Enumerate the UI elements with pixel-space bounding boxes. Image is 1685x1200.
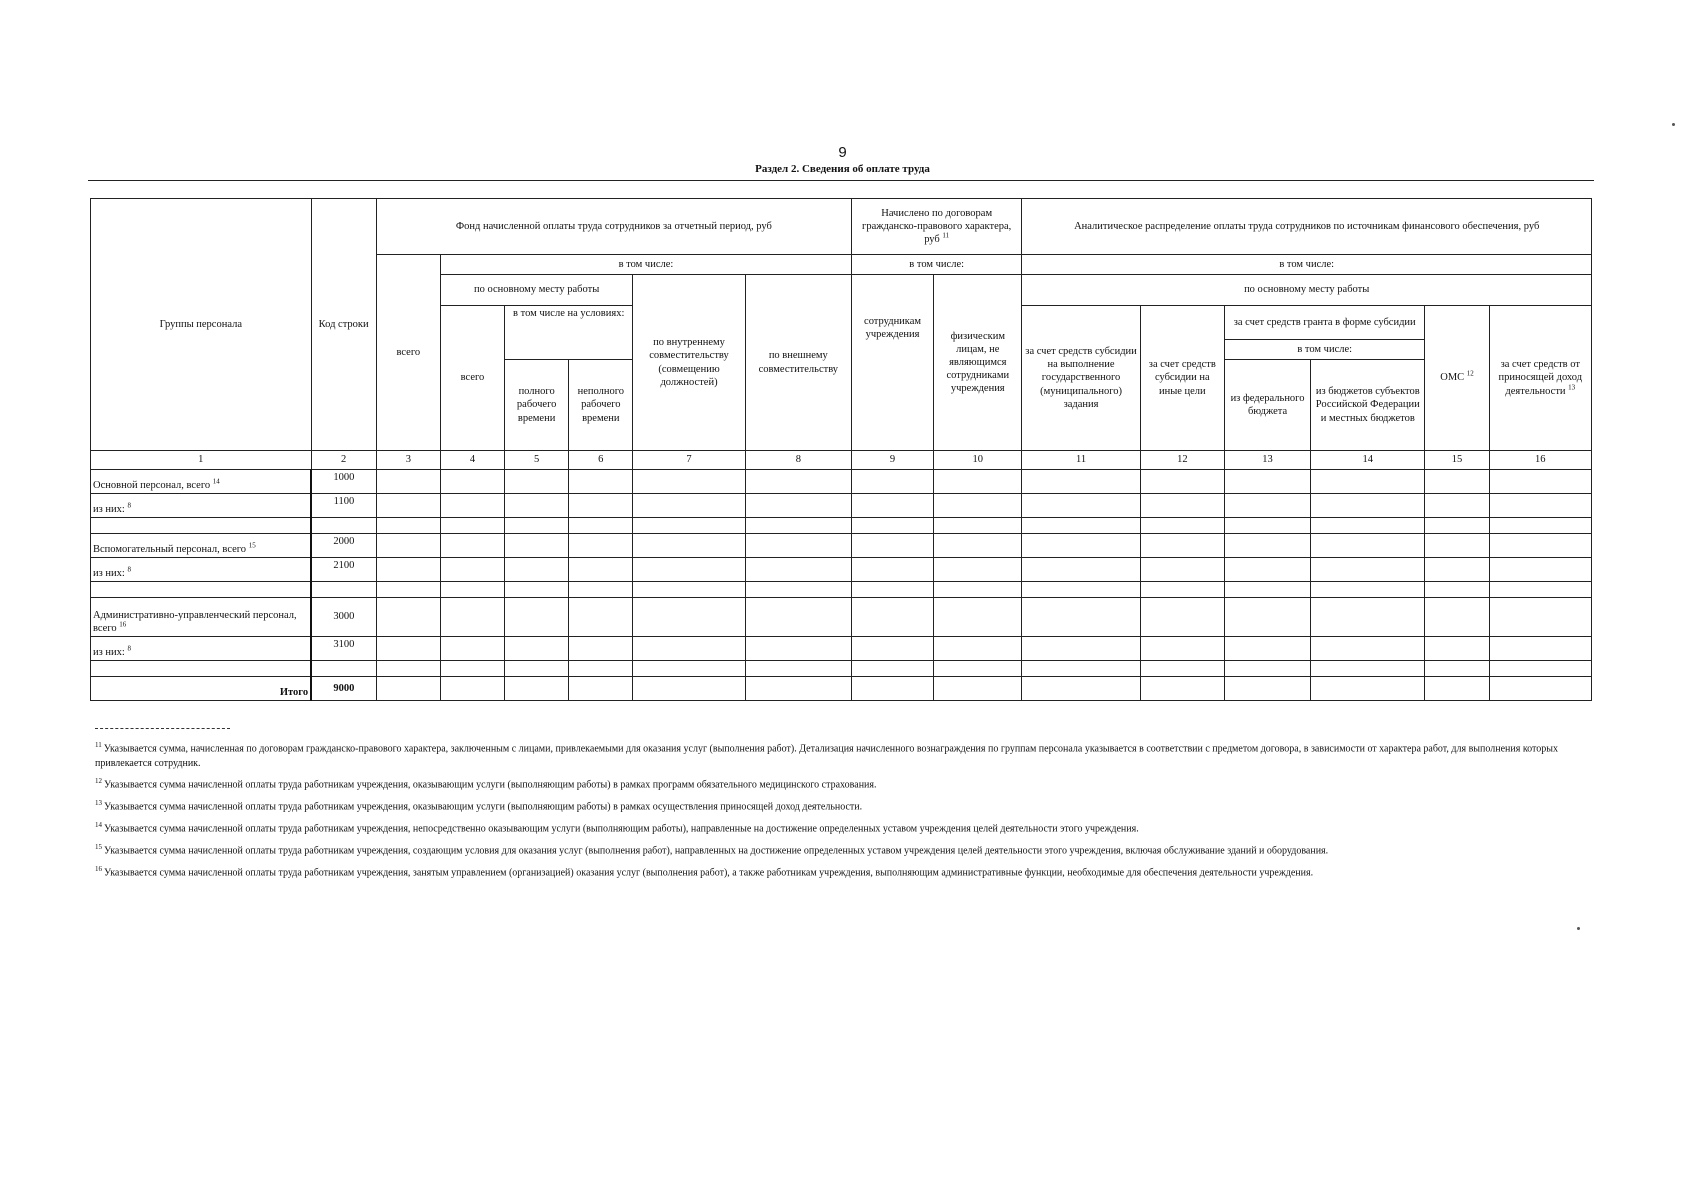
value-cell bbox=[440, 582, 504, 598]
header-code: Код строки bbox=[311, 199, 376, 451]
table-row bbox=[91, 661, 1592, 677]
value-cell bbox=[376, 534, 440, 558]
footnote bbox=[95, 776, 1590, 793]
column-number: 16 bbox=[1489, 451, 1591, 470]
value-cell bbox=[851, 494, 933, 518]
value-cell bbox=[1311, 534, 1425, 558]
row-label-total: Итого bbox=[91, 677, 312, 701]
value-cell bbox=[1140, 677, 1224, 701]
value-cell bbox=[1311, 582, 1425, 598]
table-row bbox=[91, 558, 1592, 582]
row-code bbox=[311, 518, 376, 534]
value-cell bbox=[1489, 637, 1591, 661]
value-cell bbox=[1489, 534, 1591, 558]
value-cell bbox=[505, 661, 569, 677]
table-row bbox=[91, 582, 1592, 598]
footnote-number: 12 bbox=[95, 777, 102, 786]
value-cell bbox=[1224, 470, 1310, 494]
value-cell bbox=[440, 677, 504, 701]
value-cell bbox=[1311, 637, 1425, 661]
value-cell bbox=[1425, 598, 1489, 637]
value-cell bbox=[376, 558, 440, 582]
footnotes bbox=[95, 740, 1590, 885]
value-cell bbox=[1489, 677, 1591, 701]
value-cell bbox=[569, 494, 633, 518]
value-cell bbox=[934, 637, 1022, 661]
column-number: 10 bbox=[934, 451, 1022, 470]
header-main-place-analytic: по основному месту работы bbox=[1022, 275, 1592, 306]
value-cell bbox=[934, 661, 1022, 677]
table-row bbox=[91, 470, 1592, 494]
row-code bbox=[311, 661, 376, 677]
value-cell bbox=[376, 661, 440, 677]
value-cell bbox=[1022, 534, 1140, 558]
header-individuals: физическим лицам, не являющимся сотрудниками учреждения bbox=[934, 275, 1022, 451]
header-incl-gph: в том числе: bbox=[851, 255, 1021, 275]
row-label: из них: $^8$ bbox=[91, 637, 312, 661]
row-code: 1000 bbox=[311, 470, 376, 494]
value-cell bbox=[1425, 518, 1489, 534]
value-cell bbox=[505, 637, 569, 661]
value-cell bbox=[1224, 661, 1310, 677]
scan-mark bbox=[1672, 123, 1675, 126]
column-number: 5 bbox=[505, 451, 569, 470]
value-cell bbox=[569, 470, 633, 494]
footnote bbox=[95, 740, 1590, 771]
row-code: 3000 bbox=[311, 598, 376, 637]
value-cell bbox=[1311, 558, 1425, 582]
value-cell bbox=[1489, 470, 1591, 494]
value-cell bbox=[745, 494, 851, 518]
value-cell bbox=[1489, 558, 1591, 582]
column-number: 14 bbox=[1311, 451, 1425, 470]
value-cell bbox=[1224, 494, 1310, 518]
row-code: 2000 bbox=[311, 534, 376, 558]
scan-mark bbox=[1577, 927, 1580, 930]
value-cell bbox=[1489, 582, 1591, 598]
value-cell bbox=[569, 661, 633, 677]
value-cell bbox=[1311, 661, 1425, 677]
footnote-text: Указывается сумма начисленной оплаты труда работникам учреждения, оказывающим услуги (выполняющим работы) в рамках осуществления приносящей доход деятельности. bbox=[104, 801, 863, 813]
value-cell bbox=[376, 518, 440, 534]
value-cell bbox=[934, 598, 1022, 637]
column-number: 2 bbox=[311, 451, 376, 470]
footnote-number: 13 bbox=[95, 799, 102, 808]
value-cell bbox=[1311, 598, 1425, 637]
value-cell bbox=[505, 677, 569, 701]
value-cell bbox=[440, 470, 504, 494]
value-cell bbox=[851, 558, 933, 582]
row-code: 1100 bbox=[311, 494, 376, 518]
value-cell bbox=[633, 637, 745, 661]
value-cell bbox=[1140, 494, 1224, 518]
value-cell bbox=[1311, 677, 1425, 701]
value-cell bbox=[505, 518, 569, 534]
value-cell bbox=[440, 598, 504, 637]
table-row bbox=[91, 534, 1592, 558]
header-part-time: неполного рабочего времени bbox=[569, 360, 633, 451]
footnote-text: Указывается сумма начисленной оплаты труда работникам учреждения, занятым управлением (организацией) оказания услуг (выполнения работ), а также работникам учреждения, выполняющим административные функции, необходимые для обеспечения деятельности учреждения. bbox=[104, 866, 1314, 878]
value-cell bbox=[1022, 470, 1140, 494]
value-cell bbox=[1425, 637, 1489, 661]
value-cell bbox=[376, 677, 440, 701]
value-cell bbox=[440, 558, 504, 582]
column-number: 3 bbox=[376, 451, 440, 470]
value-cell bbox=[633, 661, 745, 677]
column-number: 9 bbox=[851, 451, 933, 470]
value-cell bbox=[505, 494, 569, 518]
value-cell bbox=[934, 518, 1022, 534]
value-cell bbox=[1140, 598, 1224, 637]
salary-table bbox=[90, 198, 1592, 701]
table-row bbox=[91, 598, 1592, 637]
value-cell bbox=[633, 558, 745, 582]
column-number: 4 bbox=[440, 451, 504, 470]
value-cell bbox=[1140, 582, 1224, 598]
value-cell bbox=[1022, 637, 1140, 661]
header-internal: по внутреннему совместительству (совмещению должностей) bbox=[633, 275, 745, 451]
value-cell bbox=[569, 582, 633, 598]
footnote-number: 14 bbox=[95, 820, 102, 829]
value-cell bbox=[1224, 558, 1310, 582]
value-cell bbox=[1140, 661, 1224, 677]
value-cell bbox=[1224, 582, 1310, 598]
section-title: Раздел 2. Сведения об оплате труда bbox=[755, 163, 930, 175]
value-cell bbox=[1425, 494, 1489, 518]
value-cell bbox=[745, 558, 851, 582]
footnote bbox=[95, 820, 1590, 837]
footnote-text: Указывается сумма, начисленная по договорам гражданско-правового характера, заключенным с лицами, привлекаемыми для оказания услуг (выполнения работ). Детализация начисленного вознаграждения по группам персонала указывается в соответствии с предметом договора, в зависимости от характера работ, для выполнения которых привлекается сотрудник. bbox=[95, 743, 1559, 769]
value-cell bbox=[440, 637, 504, 661]
value-cell bbox=[569, 534, 633, 558]
value-cell bbox=[376, 637, 440, 661]
value-cell bbox=[633, 582, 745, 598]
header-incl-analytic: в том числе: bbox=[1022, 255, 1592, 275]
value-cell bbox=[440, 661, 504, 677]
header-subsidy-other: за счет средств субсидии на иные цели bbox=[1140, 306, 1224, 451]
value-cell bbox=[1224, 518, 1310, 534]
value-cell bbox=[1311, 518, 1425, 534]
value-cell bbox=[745, 677, 851, 701]
value-cell bbox=[633, 494, 745, 518]
value-cell bbox=[1224, 677, 1310, 701]
value-cell bbox=[1140, 534, 1224, 558]
title-rule bbox=[88, 180, 1594, 181]
value-cell bbox=[745, 582, 851, 598]
footnote-text: Указывается сумма начисленной оплаты труда работникам учреждения, создающим условия для оказания услуг (выполнения работ), направленных на достижение определенных уставом учреждения целей деятельности этого учреждения, включая обслуживание зданий и оборудования. bbox=[104, 845, 1329, 857]
value-cell bbox=[745, 518, 851, 534]
value-cell bbox=[633, 470, 745, 494]
footnote bbox=[95, 842, 1590, 859]
value-cell bbox=[505, 558, 569, 582]
value-cell bbox=[745, 661, 851, 677]
value-cell bbox=[633, 598, 745, 637]
value-cell bbox=[1489, 661, 1591, 677]
table-row bbox=[91, 494, 1592, 518]
header-income: за счет средств от приносящей доход деятельности $^{13}$ bbox=[1489, 306, 1591, 451]
value-cell bbox=[851, 677, 933, 701]
column-number: 7 bbox=[633, 451, 745, 470]
value-cell bbox=[1489, 494, 1591, 518]
value-cell bbox=[1425, 534, 1489, 558]
value-cell bbox=[1022, 558, 1140, 582]
table-row bbox=[91, 677, 1592, 701]
value-cell bbox=[745, 598, 851, 637]
value-cell bbox=[1224, 637, 1310, 661]
value-cell bbox=[505, 582, 569, 598]
header-regional: из бюджетов субъектов Российской Федерации и местных бюджетов bbox=[1311, 360, 1425, 451]
value-cell bbox=[745, 470, 851, 494]
header-total: всего bbox=[376, 255, 440, 451]
header-federal: из федерального бюджета bbox=[1224, 360, 1310, 451]
footnote bbox=[95, 864, 1590, 881]
value-cell bbox=[1022, 518, 1140, 534]
value-cell bbox=[1022, 582, 1140, 598]
value-cell bbox=[1140, 637, 1224, 661]
value-cell bbox=[376, 582, 440, 598]
value-cell bbox=[745, 637, 851, 661]
value-cell bbox=[934, 558, 1022, 582]
row-label bbox=[91, 518, 312, 534]
value-cell bbox=[1224, 598, 1310, 637]
column-numbers bbox=[91, 451, 1592, 470]
footnote bbox=[95, 798, 1590, 815]
value-cell bbox=[440, 534, 504, 558]
value-cell bbox=[440, 494, 504, 518]
value-cell bbox=[1140, 470, 1224, 494]
header-analytic: Аналитическое распределение оплаты труда сотрудников по источникам финансового обеспечения, руб bbox=[1022, 199, 1592, 255]
row-label: из них: $^8$ bbox=[91, 494, 312, 518]
value-cell bbox=[505, 598, 569, 637]
header-grant: за счет средств гранта в форме субсидии bbox=[1224, 306, 1425, 340]
footnote-separator bbox=[95, 728, 230, 729]
value-cell bbox=[1311, 494, 1425, 518]
column-number: 13 bbox=[1224, 451, 1310, 470]
header-incl-fund: в том числе: bbox=[440, 255, 851, 275]
footnote-number: 15 bbox=[95, 842, 102, 851]
value-cell bbox=[1489, 598, 1591, 637]
row-label: Основной персонал, всего $^{14}$ bbox=[91, 470, 312, 494]
value-cell bbox=[1022, 494, 1140, 518]
column-number: 1 bbox=[91, 451, 312, 470]
value-cell bbox=[569, 558, 633, 582]
value-cell bbox=[851, 582, 933, 598]
footnote-text: Указывается сумма начисленной оплаты труда работникам учреждения, оказывающим услуги (выполняющим работы) в рамках программ обязательного медицинского страхования. bbox=[104, 779, 877, 791]
header-groups: Группы персонала bbox=[91, 199, 312, 451]
value-cell bbox=[440, 518, 504, 534]
page-number: 9 bbox=[838, 144, 847, 161]
value-cell bbox=[633, 534, 745, 558]
value-cell bbox=[569, 637, 633, 661]
value-cell bbox=[745, 534, 851, 558]
row-code: 2100 bbox=[311, 558, 376, 582]
row-code-total: 9000 bbox=[311, 677, 376, 701]
value-cell bbox=[1425, 582, 1489, 598]
value-cell bbox=[1425, 677, 1489, 701]
value-cell bbox=[851, 518, 933, 534]
header-incl-conditions: в том числе на условиях: bbox=[505, 306, 633, 360]
value-cell bbox=[1140, 518, 1224, 534]
header-main-place: по основному месту работы bbox=[440, 275, 632, 306]
value-cell bbox=[633, 518, 745, 534]
header-incl-grant: в том числе: bbox=[1224, 340, 1425, 360]
table-header bbox=[91, 199, 1592, 451]
value-cell bbox=[569, 677, 633, 701]
value-cell bbox=[1311, 470, 1425, 494]
value-cell bbox=[376, 598, 440, 637]
value-cell bbox=[934, 494, 1022, 518]
row-code: 3100 bbox=[311, 637, 376, 661]
footnote-number: 16 bbox=[95, 864, 102, 873]
row-label bbox=[91, 661, 312, 677]
value-cell bbox=[851, 534, 933, 558]
value-cell bbox=[505, 470, 569, 494]
column-number: 12 bbox=[1140, 451, 1224, 470]
value-cell bbox=[1022, 661, 1140, 677]
row-label: из них: $^8$ bbox=[91, 558, 312, 582]
value-cell bbox=[934, 582, 1022, 598]
value-cell bbox=[569, 518, 633, 534]
value-cell bbox=[851, 661, 933, 677]
header-oms: ОМС $^{12}$ bbox=[1425, 306, 1489, 451]
value-cell bbox=[376, 494, 440, 518]
value-cell bbox=[851, 598, 933, 637]
row-label: Вспомогательный персонал, всего $^{15}$ bbox=[91, 534, 312, 558]
column-number: 6 bbox=[569, 451, 633, 470]
row-code bbox=[311, 582, 376, 598]
value-cell bbox=[851, 470, 933, 494]
value-cell bbox=[934, 677, 1022, 701]
header-fund: Фонд начисленной оплаты труда сотрудников за отчетный период, руб bbox=[376, 199, 851, 255]
table-body bbox=[91, 470, 1592, 701]
column-number: 15 bbox=[1425, 451, 1489, 470]
header-employees: сотрудникам учреждения bbox=[851, 275, 933, 451]
value-cell bbox=[1224, 534, 1310, 558]
footnote-number: 11 bbox=[95, 741, 102, 749]
value-cell bbox=[934, 534, 1022, 558]
value-cell bbox=[851, 637, 933, 661]
row-label bbox=[91, 582, 312, 598]
value-cell bbox=[505, 534, 569, 558]
value-cell bbox=[633, 677, 745, 701]
table-row bbox=[91, 637, 1592, 661]
row-label: Административно-управленческий персонал, всего $^{16}$ bbox=[91, 598, 312, 637]
column-number: 11 bbox=[1022, 451, 1140, 470]
value-cell bbox=[1425, 661, 1489, 677]
header-all: всего bbox=[440, 306, 504, 451]
header-external: по внешнему совместительству bbox=[745, 275, 851, 451]
header-full-time: полного рабочего времени bbox=[505, 360, 569, 451]
value-cell bbox=[1140, 558, 1224, 582]
value-cell bbox=[934, 470, 1022, 494]
value-cell bbox=[376, 470, 440, 494]
value-cell bbox=[1022, 598, 1140, 637]
table-row bbox=[91, 518, 1592, 534]
footnote-text: Указывается сумма начисленной оплаты труда работникам учреждения, непосредственно оказывающим услуги (выполняющим работы), направленные на достижение определенных уставом учреждения целей деятельности этого учреждения. bbox=[104, 823, 1139, 835]
header-subsidy-task: за счет средств субсидии на выполнение государственного (муниципального) задания bbox=[1022, 306, 1140, 451]
header-gph: Начислено по договорам гражданско-правового характера, руб $^{11}$ bbox=[851, 199, 1021, 255]
value-cell bbox=[1489, 518, 1591, 534]
value-cell bbox=[1425, 470, 1489, 494]
value-cell bbox=[1425, 558, 1489, 582]
value-cell bbox=[569, 598, 633, 637]
column-number: 8 bbox=[745, 451, 851, 470]
value-cell bbox=[1022, 677, 1140, 701]
